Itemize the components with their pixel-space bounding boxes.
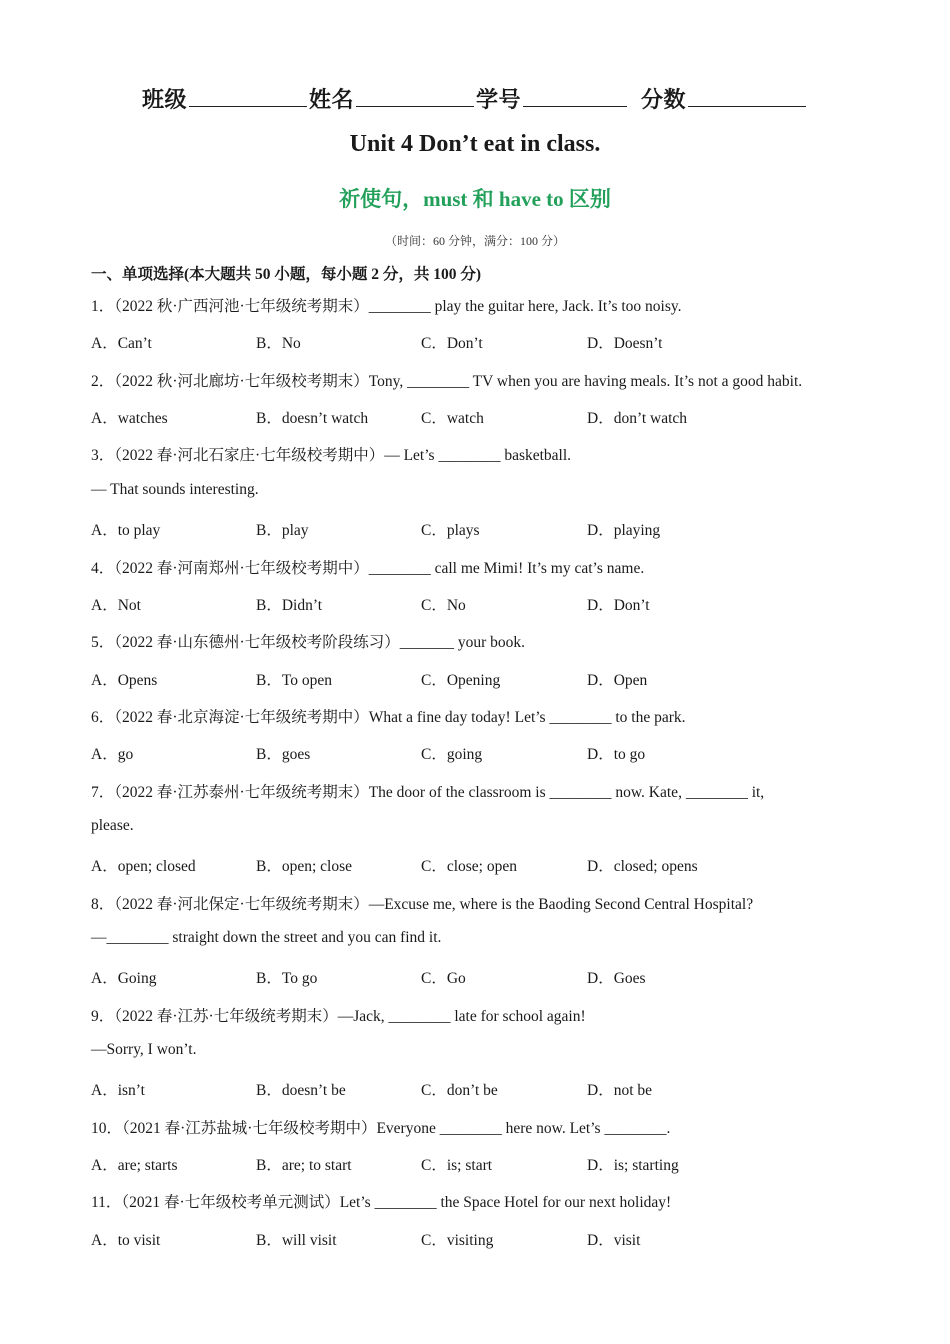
score-label: 分数	[641, 87, 687, 112]
name-blank[interactable]	[356, 82, 474, 107]
question-stem: 8．（2022 春·河北保定·七年级统考期末）—Excuse me, where is the Baoding Second Central Hospital?	[91, 895, 754, 913]
student-info-header	[0, 82, 950, 114]
option-d[interactable]: D．Goes	[587, 970, 646, 988]
option-c[interactable]: C．close; open	[421, 858, 517, 876]
option-c[interactable]: C．Go	[421, 970, 466, 988]
question-continuation: —________ straight down the street and you can find it.	[91, 929, 442, 946]
option-b[interactable]: B．goes	[256, 746, 311, 764]
class-blank[interactable]	[189, 82, 307, 107]
option-c[interactable]: C．No	[421, 596, 466, 614]
option-a[interactable]: A．Can’t	[91, 335, 152, 353]
option-b[interactable]: B．To open	[256, 671, 332, 689]
option-d[interactable]: D．not be	[587, 1082, 653, 1100]
option-b[interactable]: B．doesn’t be	[256, 1082, 346, 1100]
class-label: 班级	[141, 87, 187, 112]
option-c[interactable]: C．plays	[421, 522, 480, 540]
document-title: Unit 4 Don’t eat in class.	[349, 131, 601, 157]
option-d[interactable]: D．Open	[587, 671, 648, 689]
name-label: 姓名	[308, 87, 354, 112]
option-a[interactable]: A．isn’t	[91, 1082, 145, 1100]
option-c[interactable]: C．watch	[421, 410, 484, 428]
option-a[interactable]: A．Opens	[91, 671, 158, 689]
option-a[interactable]: A．open; closed	[91, 858, 196, 876]
option-d[interactable]: D．closed; opens	[587, 858, 698, 876]
option-b[interactable]: B．open; close	[256, 858, 352, 876]
document-subtitle: 祈使句，must 和 have to 区别	[339, 187, 611, 211]
option-d[interactable]: D．to go	[587, 746, 646, 764]
question-stem: 6．（2022 春·北京海淀·七年级统考期中）What a fine day today! Let’s ________ to the park.	[91, 708, 686, 726]
question-stem: 11．（2021 春·七年级校考单元测试）Let’s ________ the Space Hotel for our next holiday!	[91, 1194, 672, 1212]
question-stem: 4．（2022 春·河南郑州·七年级校考期中）________ call me Mimi! It’s my cat’s name.	[91, 559, 645, 577]
option-d[interactable]: D．visit	[587, 1231, 641, 1249]
option-d[interactable]: D．don’t watch	[587, 410, 688, 428]
option-b[interactable]: B．play	[256, 522, 309, 540]
time-info: （时间：60 分钟，满分：100 分）	[384, 234, 565, 248]
question-stem: 3．（2022 春·河北石家庄·七年级校考期中）— Let’s ________ basketball.	[91, 447, 572, 465]
score-blank[interactable]	[688, 82, 806, 107]
question-continuation: —Sorry, I won’t.	[91, 1041, 197, 1058]
question-stem: 5．（2022 春·山东德州·七年级校考阶段练习）_______ your book.	[91, 634, 525, 652]
option-a[interactable]: A．go	[91, 746, 134, 764]
option-c[interactable]: C．going	[421, 746, 483, 764]
option-c[interactable]: C．Don’t	[421, 335, 483, 353]
option-d[interactable]: D．playing	[587, 522, 661, 540]
question-continuation: please.	[91, 816, 134, 834]
option-b[interactable]: B．will visit	[256, 1231, 337, 1249]
option-b[interactable]: B．doesn’t watch	[256, 410, 369, 428]
question-stem: 1．（2022 秋·广西河池·七年级统考期末）________ play the guitar here, Jack. It’s too noisy.	[91, 298, 682, 315]
id-blank[interactable]	[523, 82, 627, 107]
option-d[interactable]: D．Don’t	[587, 596, 650, 614]
option-a[interactable]: A．are; starts	[91, 1157, 178, 1175]
option-b[interactable]: B．No	[256, 335, 301, 353]
option-a[interactable]: A．Not	[91, 596, 141, 614]
id-label: 学号	[476, 87, 522, 112]
option-b[interactable]: B．Didn’t	[256, 596, 323, 614]
option-a[interactable]: A．watches	[91, 410, 168, 428]
question-continuation: — That sounds interesting.	[91, 480, 259, 498]
option-a[interactable]: A．to visit	[91, 1231, 161, 1249]
option-b[interactable]: B．To go	[256, 970, 318, 988]
option-c[interactable]: C．is; start	[421, 1157, 493, 1175]
question-stem: 9．（2022 春·江苏·七年级统考期末）—Jack, ________ late for school again!	[91, 1007, 586, 1025]
option-a[interactable]: A．Going	[91, 970, 157, 988]
option-c[interactable]: C．visiting	[421, 1231, 494, 1249]
option-d[interactable]: D．Doesn’t	[587, 335, 663, 353]
option-c[interactable]: C．don’t be	[421, 1082, 498, 1100]
question-stem: 10．（2021 春·江苏盐城·七年级校考期中）Everyone ________ here now. Let’s ________.	[91, 1119, 671, 1137]
option-b[interactable]: B．are; to start	[256, 1157, 352, 1175]
option-c[interactable]: C．Opening	[421, 671, 501, 689]
section-title: 一、单项选择(本大题共 50 小题，每小题 2 分，共 100 分)	[91, 266, 482, 283]
question-stem: 7．（2022 春·江苏泰州·七年级统考期末）The door of the classroom is ________ now. Kate, ________ it,	[91, 783, 765, 801]
option-d[interactable]: D．is; starting	[587, 1157, 679, 1175]
question-stem: 2．（2022 秋·河北廊坊·七年级校考期末）Tony, ________ TV when you are having meals. It’s not a good habit.	[91, 372, 803, 390]
option-a[interactable]: A．to play	[91, 522, 161, 540]
